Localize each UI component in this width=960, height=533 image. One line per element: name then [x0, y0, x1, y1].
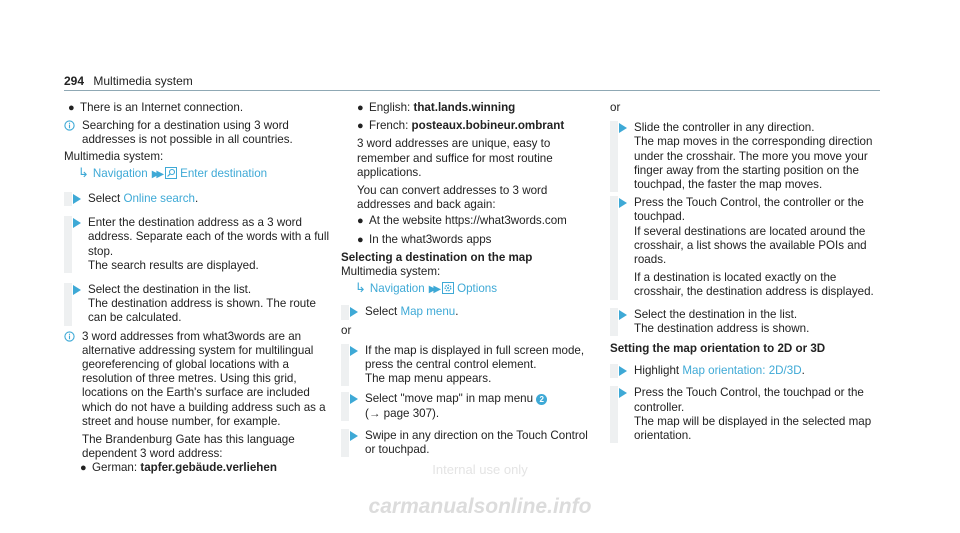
section-heading: Selecting a destination on the map [341, 250, 533, 264]
instruction-step: Select Map menu. [341, 305, 601, 319]
paragraph: You can convert addresses to 3 word addresses and back again: [357, 184, 548, 212]
or-text: or [610, 101, 621, 114]
double-chevron-icon: ▶▶ [151, 168, 162, 180]
section-heading: Setting the map orientation to 2D or 3D [610, 342, 826, 356]
instruction-step: If the map is displayed in full screen mode, press the central control element. The map menu appears. [341, 344, 601, 387]
info-icon [64, 120, 75, 131]
step-arrow-icon [350, 307, 358, 317]
instruction-step: Enter the destination address as a 3 word address. Separate each of the words with a full stop. The search results are displayed. [64, 216, 332, 273]
page-header [64, 74, 193, 88]
search-icon [165, 167, 177, 179]
path-navigation: Navigation [369, 282, 425, 296]
or-text: or [341, 323, 352, 337]
bullet-item: ● English: that.lands.winning [357, 101, 516, 114]
map-menu-link: Map menu [400, 305, 456, 319]
path-arrow-icon: ↳ [78, 164, 89, 180]
watermark: Internal use only [432, 462, 528, 477]
column-1 [64, 101, 332, 476]
page-header-title: Multimedia system [93, 74, 193, 88]
path-enter-destination: Enter destination [180, 166, 268, 180]
path-arrow-icon: ↳ [355, 280, 366, 296]
note: Searching for a destination using 3 word addresses is not possible in all countries. [64, 119, 332, 147]
double-chevron-icon: ▶▶ [428, 284, 439, 296]
note-continuation: The Brandenburg Gate has this language dependent 3 word address: [82, 433, 295, 461]
footer-watermark: carmanualsonline.info [368, 495, 592, 518]
instruction-step: Highlight Map orientation: 2D/3D. [610, 364, 880, 378]
bullet-item: ● At the website https://what3words.com [357, 214, 567, 228]
step-arrow-icon [619, 123, 627, 133]
path-navigation: Navigation [92, 166, 148, 180]
path-options: Options [457, 282, 498, 296]
instruction-step: Select "move map" in map menu 2 (→ page 307). [341, 392, 601, 420]
column-2 [341, 101, 601, 457]
online-search-link: Online search [123, 192, 195, 206]
note: 3 word addresses from what3words are an alternative addressing system for multilingual georeferencing of global locations with a resolution of three metres. Using this grid, locations on the Earth's surface are included which do not have a building address such as a street and house number, for example. [64, 330, 332, 429]
step-arrow-icon [73, 218, 81, 228]
gear-icon [442, 282, 454, 294]
step-arrow-icon [619, 310, 627, 320]
instruction-step: Swipe in any direction on the Touch Control or touchpad. [341, 429, 601, 457]
step-arrow-icon [350, 431, 358, 441]
bullet-item: ● In the what3words apps [357, 232, 492, 246]
step-arrow-icon [619, 388, 627, 398]
instruction-step: Select the destination in the list. The destination address is shown. The route can be calculated. [64, 283, 332, 326]
step-arrow-icon [350, 346, 358, 356]
bullet-item: ● German: tapfer.gebäude.verliehen [80, 461, 277, 475]
step-arrow-icon [73, 285, 81, 295]
instruction-step: Press the Touch Control, the touchpad or the controller. The map will be displayed in the selected map orientation. [610, 386, 880, 443]
step-arrow-icon [73, 194, 81, 204]
page-number: 294 [64, 74, 85, 88]
step-arrow-icon [619, 366, 627, 376]
column-3 [610, 101, 880, 443]
instruction-step: Press the Touch Control, the controller or the touchpad. If several destinations are located around the crosshair, a list shows the available POIs and roads. If a destination is located exactly on the crosshair, the destination address is displayed. [610, 196, 880, 299]
multimedia-label: Multimedia system: [341, 265, 441, 279]
callout-number: 2 [536, 394, 547, 405]
bullet-item: ● French: posteaux.bobineur.ombrant [357, 119, 565, 133]
menu-path [64, 166, 332, 182]
instruction-step: Select Online search. [64, 192, 332, 206]
instruction-step: Slide the controller in any direction. The map moves in the corresponding direction under the crosshair. The more you move your finger away from the starting position on the touchpad, the faster the map moves. [610, 121, 880, 192]
step-arrow-icon [619, 198, 627, 208]
instruction-step: Select the destination in the list. The destination address is shown. [610, 308, 880, 336]
paragraph: 3 word addresses are unique, easy to remember and suffice for most routine applications. [357, 137, 553, 179]
info-icon [64, 331, 75, 342]
bullet-item: ● There is an Internet connection. [68, 101, 244, 114]
multimedia-label: Multimedia system: [64, 149, 164, 163]
menu-path [341, 281, 601, 297]
header-rule [64, 90, 880, 91]
step-arrow-icon [350, 394, 358, 404]
map-orientation-link: Map orientation: 2D/3D [682, 364, 802, 378]
